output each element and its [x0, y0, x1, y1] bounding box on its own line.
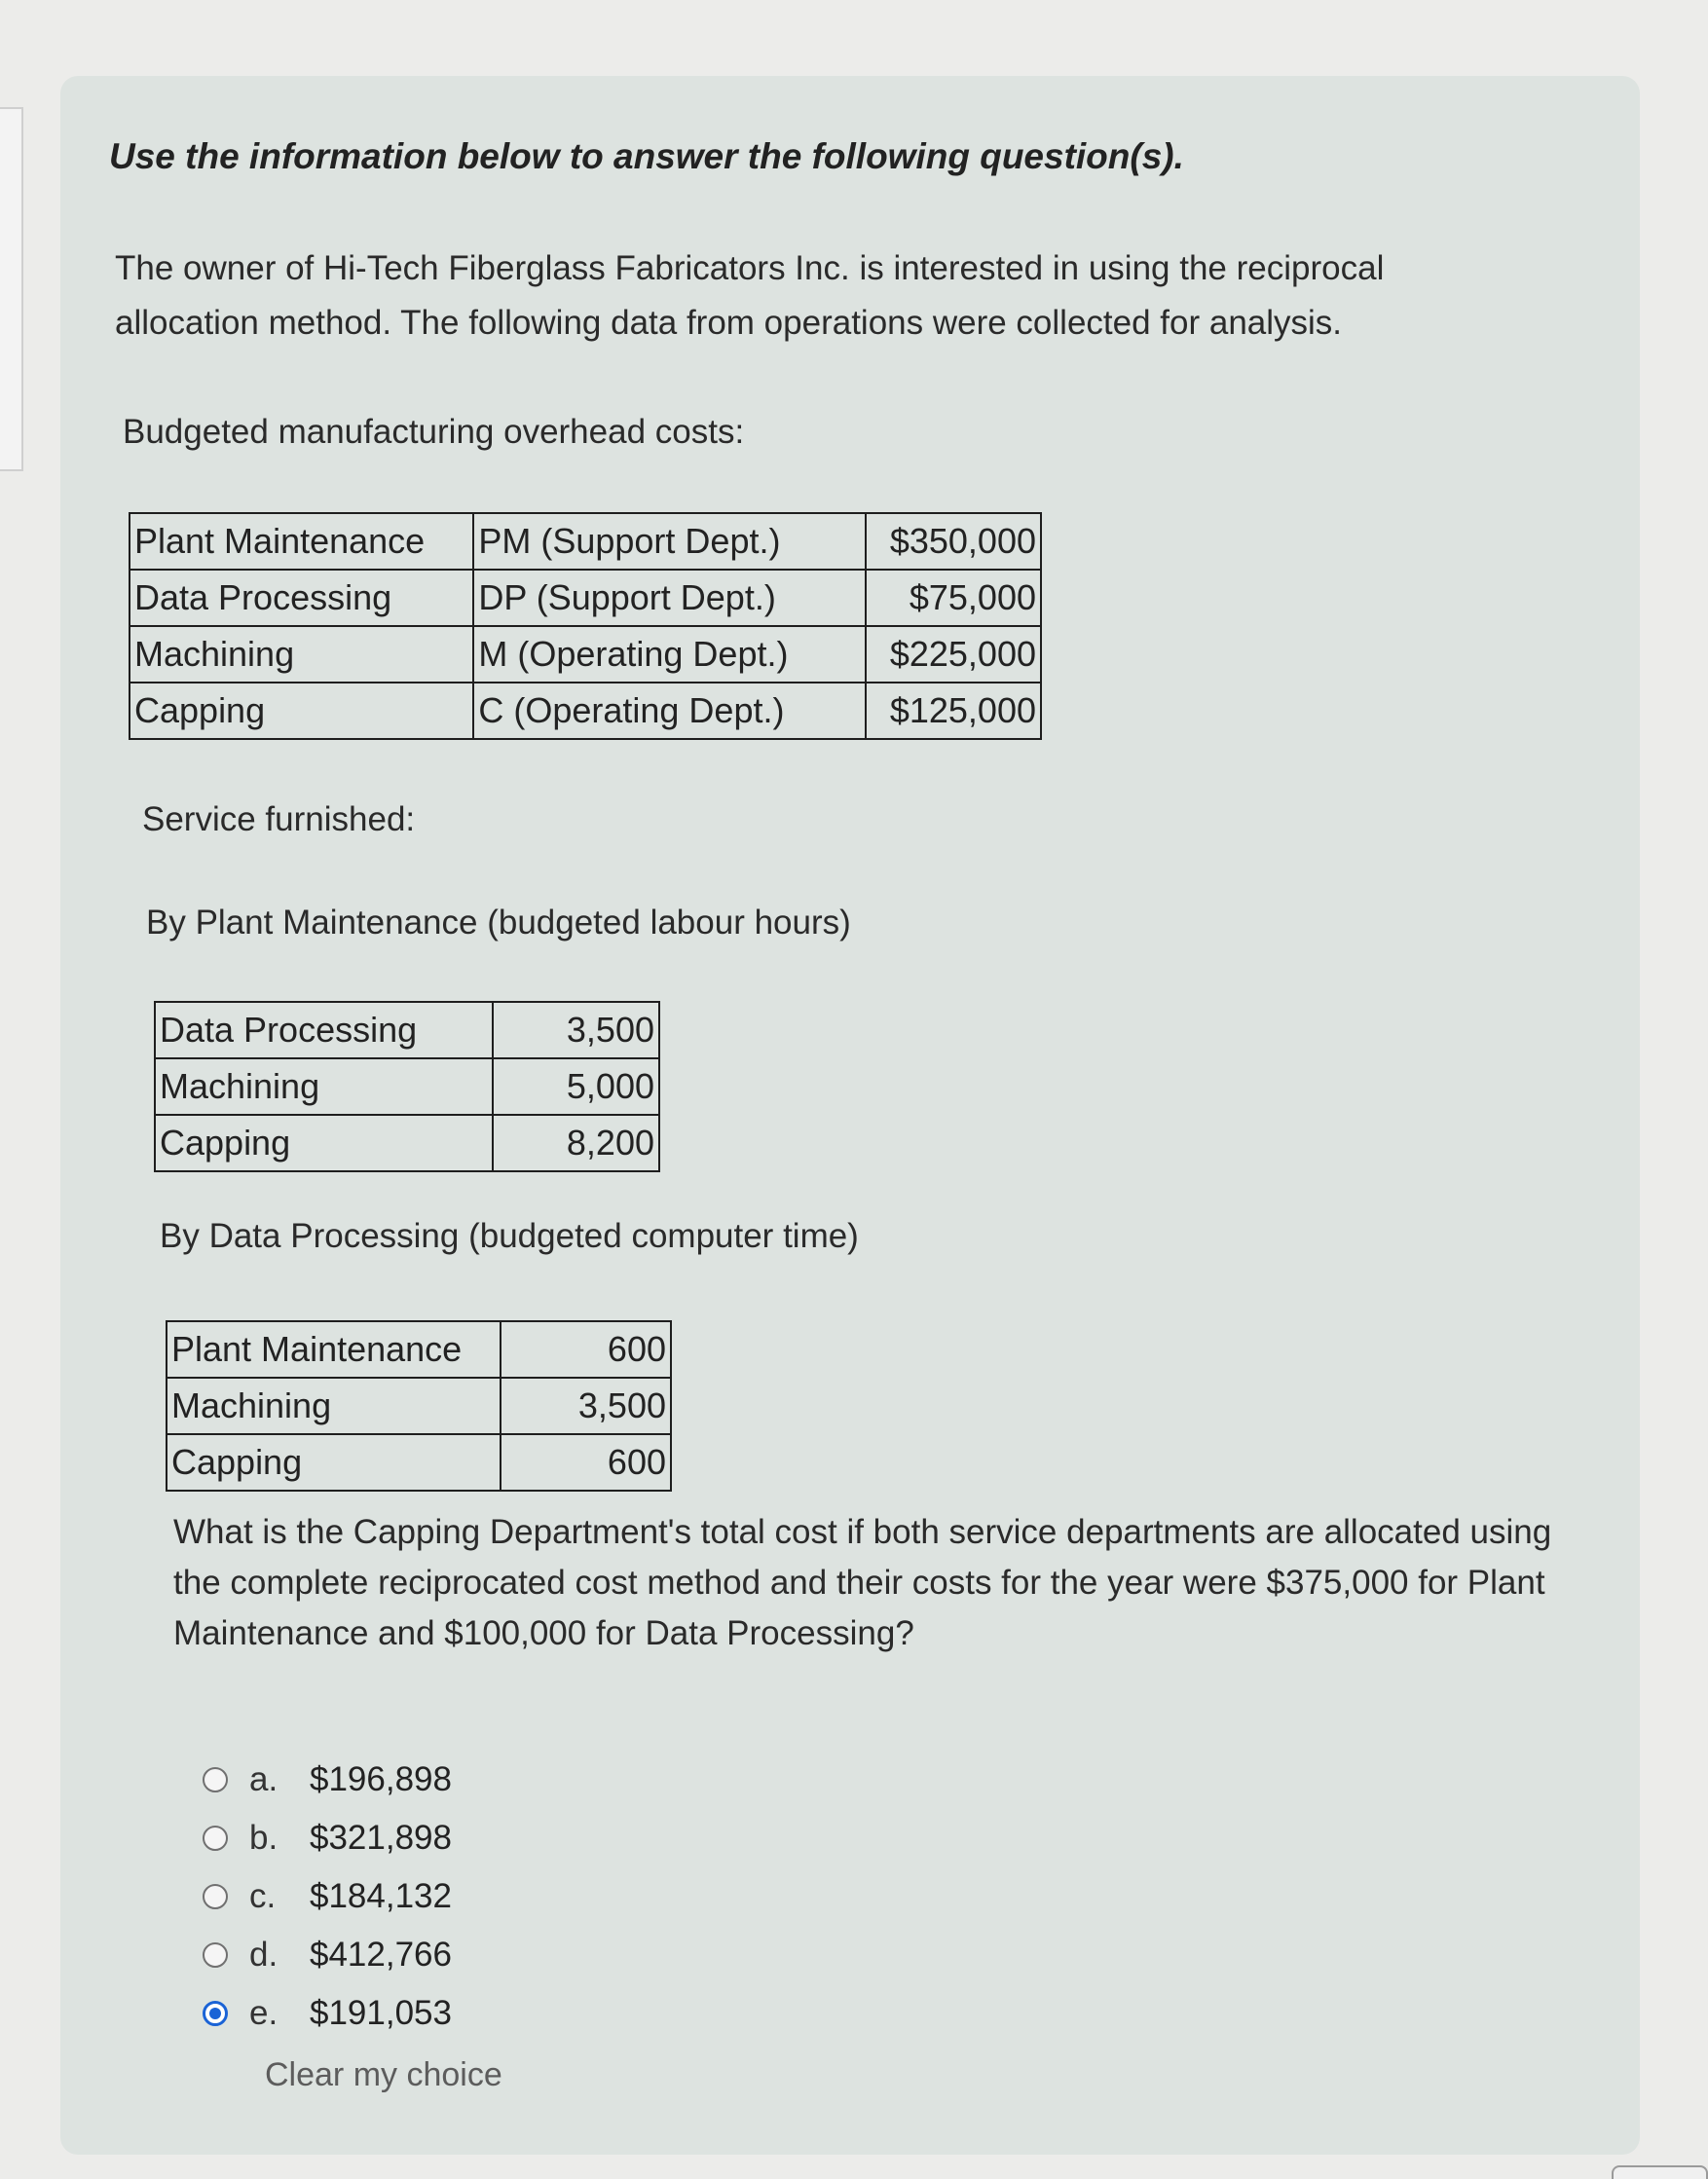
- overhead-label: Budgeted manufacturing overhead costs:: [123, 413, 745, 451]
- table-row: [167, 1321, 671, 1378]
- dept-cost: $75,000: [866, 570, 1041, 626]
- dept-cost: $125,000: [866, 683, 1041, 739]
- option-value[interactable]: $191,053: [310, 1994, 452, 2032]
- question-text: What is the Capping Department's total cost if both service departments are allocated using the complete reciprocated cost method and their costs for the year were $375,000 for Plant Maintenance and $100,000 for Data Processing?: [173, 1513, 1552, 1652]
- pm-service-label: By Plant Maintenance (budgeted labour hours): [146, 904, 851, 942]
- table-row: [167, 1434, 671, 1491]
- option-letter: c.: [249, 1877, 277, 1915]
- option-letter: e.: [249, 1994, 278, 2032]
- dept-name: Data Processing: [130, 570, 473, 626]
- dept-name: Capping: [167, 1434, 501, 1491]
- radio-button-icon[interactable]: [203, 2001, 228, 2026]
- radio-button-icon[interactable]: [203, 1942, 228, 1968]
- option-value[interactable]: $321,898: [310, 1819, 452, 1857]
- option-letter: a.: [249, 1760, 278, 1798]
- answer-option-a[interactable]: [203, 1751, 452, 1809]
- dept-name: Data Processing: [155, 1002, 493, 1058]
- table-row: [167, 1378, 671, 1434]
- dept-type: PM (Support Dept.): [473, 513, 866, 570]
- radio-button-icon[interactable]: [203, 1826, 228, 1851]
- left-panel-edge: [0, 107, 23, 471]
- option-letter: b.: [249, 1819, 278, 1857]
- labour-hours: 3,500: [493, 1002, 659, 1058]
- answer-option-e[interactable]: [203, 1984, 452, 2043]
- dept-name: Plant Maintenance: [130, 513, 473, 570]
- option-value[interactable]: $412,766: [310, 1936, 452, 1974]
- option-letter: d.: [249, 1936, 278, 1974]
- table-row: [155, 1058, 659, 1115]
- labour-hours: 8,200: [493, 1115, 659, 1171]
- answer-option-d[interactable]: [203, 1926, 452, 1984]
- table-row: [155, 1002, 659, 1058]
- clear-choice-link[interactable]: Clear my choice: [265, 2056, 502, 2093]
- service-label: Service furnished:: [142, 800, 416, 838]
- dept-name: Machining: [130, 626, 473, 683]
- dept-cost: $225,000: [866, 626, 1041, 683]
- dept-type: C (Operating Dept.): [473, 683, 866, 739]
- labour-hours: 5,000: [493, 1058, 659, 1115]
- dept-name: Capping: [130, 683, 473, 739]
- computer-time: 600: [501, 1321, 671, 1378]
- option-value[interactable]: $196,898: [310, 1760, 452, 1798]
- computer-time: 600: [501, 1434, 671, 1491]
- table-row: [155, 1115, 659, 1171]
- dept-name: Capping: [155, 1115, 493, 1171]
- answer-option-c[interactable]: [203, 1867, 452, 1926]
- dept-name: Plant Maintenance: [167, 1321, 501, 1378]
- dept-cost: $350,000: [866, 513, 1041, 570]
- table-row: [130, 513, 1041, 570]
- option-value[interactable]: $184,132: [310, 1877, 452, 1915]
- table-row: [130, 570, 1041, 626]
- info-heading: Use the information below to answer the following question(s).: [109, 136, 1184, 176]
- dept-name: Machining: [167, 1378, 501, 1434]
- dept-type: DP (Support Dept.): [473, 570, 866, 626]
- dept-type: M (Operating Dept.): [473, 626, 866, 683]
- intro-text: The owner of Hi-Tech Fiberglass Fabricators Inc. is interested in using the reciprocal allocation method. The following data from operations were collected for analysis.: [115, 249, 1385, 342]
- answer-option-b[interactable]: [203, 1809, 452, 1867]
- dept-name: Machining: [155, 1058, 493, 1115]
- radio-button-icon[interactable]: [203, 1767, 228, 1792]
- bottom-corner-tab: [1612, 2165, 1708, 2179]
- table-row: [130, 683, 1041, 739]
- pm-service-table: [154, 1001, 660, 1172]
- answer-options: [203, 1751, 452, 2043]
- radio-button-icon[interactable]: [203, 1884, 228, 1909]
- dp-service-label: By Data Processing (budgeted computer time): [160, 1217, 859, 1255]
- computer-time: 3,500: [501, 1378, 671, 1434]
- overhead-table: [129, 512, 1042, 740]
- table-row: [130, 626, 1041, 683]
- dp-service-table: [166, 1320, 672, 1492]
